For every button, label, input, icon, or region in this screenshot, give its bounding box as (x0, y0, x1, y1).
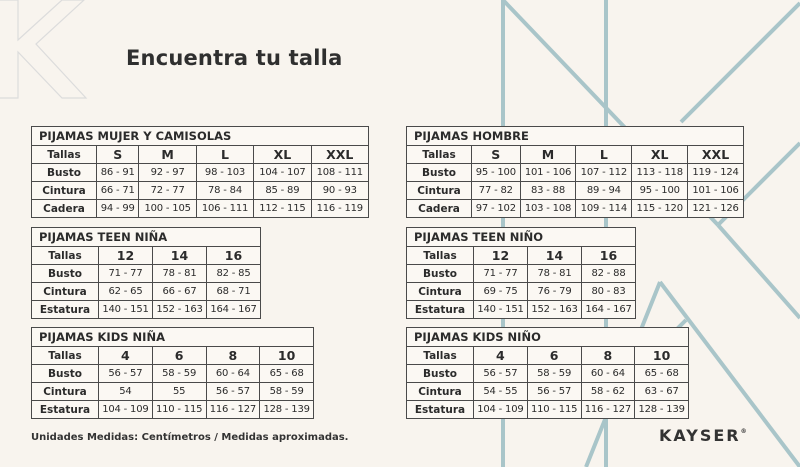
table-row (407, 247, 636, 265)
table-row (407, 164, 744, 182)
cell-value: 121 - 126 (688, 200, 744, 218)
row-label: Cintura (407, 283, 474, 301)
size-table-pijamas-teen-nino (406, 227, 636, 319)
cell-value: 78 - 81 (153, 265, 207, 283)
cell-value: 78 - 81 (528, 265, 582, 283)
size-header: XXL (311, 146, 368, 164)
page-title: Encuentra tu talla (126, 46, 343, 70)
cell-value: 56 - 57 (474, 365, 528, 383)
table-row (407, 146, 744, 164)
size-header: L (196, 146, 253, 164)
table-row (32, 347, 314, 365)
row-label: Busto (407, 365, 474, 383)
size-header: XL (632, 146, 688, 164)
cell-value: 66 - 67 (153, 283, 207, 301)
cell-value: 94 - 99 (97, 200, 139, 218)
cell-value: 58 - 59 (260, 383, 314, 401)
table-title: PIJAMAS MUJER Y CAMISOLAS (32, 127, 369, 146)
cell-value: 80 - 83 (582, 283, 636, 301)
cell-value: 86 - 91 (97, 164, 139, 182)
size-header: 8 (581, 347, 635, 365)
table-row (407, 301, 636, 319)
cell-value: 83 - 88 (520, 182, 576, 200)
row-label: Cintura (407, 383, 474, 401)
table-row (407, 182, 744, 200)
table-row (407, 200, 744, 218)
cell-value: 116 - 119 (311, 200, 368, 218)
size-header: 4 (99, 347, 153, 365)
cell-value: 82 - 88 (582, 265, 636, 283)
cell-value: 104 - 109 (99, 401, 153, 419)
cell-value: 95 - 100 (632, 182, 688, 200)
cell-value: 110 - 115 (152, 401, 206, 419)
cell-value: 128 - 139 (635, 401, 689, 419)
cell-value: 58 - 59 (152, 365, 206, 383)
cell-value: 77 - 82 (472, 182, 521, 200)
cell-value: 116 - 127 (206, 401, 260, 419)
cell-value: 128 - 139 (260, 401, 314, 419)
row-label: Cintura (407, 182, 472, 200)
cell-value: 95 - 100 (472, 164, 521, 182)
cell-value: 82 - 85 (207, 265, 261, 283)
table-title: PIJAMAS KIDS NIÑA (32, 328, 314, 347)
size-header-label: Tallas (407, 247, 474, 265)
row-label: Estatura (407, 301, 474, 319)
row-label: Busto (407, 164, 472, 182)
row-label: Cintura (32, 283, 99, 301)
size-header: 10 (635, 347, 689, 365)
size-header: 4 (474, 347, 528, 365)
cell-value: 89 - 94 (576, 182, 632, 200)
cell-value: 62 - 65 (99, 283, 153, 301)
size-header: M (139, 146, 196, 164)
size-header: 10 (260, 347, 314, 365)
size-table-pijamas-teen-nina (31, 227, 261, 319)
row-label: Busto (407, 265, 474, 283)
row-label: Cadera (32, 200, 97, 218)
row-label: Busto (32, 164, 97, 182)
cell-value: 68 - 71 (207, 283, 261, 301)
table-row (407, 401, 689, 419)
cell-value: 58 - 62 (581, 383, 635, 401)
size-header: S (472, 146, 521, 164)
row-label: Busto (32, 265, 99, 283)
cell-value: 104 - 107 (254, 164, 311, 182)
cell-value: 106 - 111 (196, 200, 253, 218)
cell-value: 152 - 163 (528, 301, 582, 319)
table-row (407, 383, 689, 401)
registered-mark: ® (740, 428, 747, 435)
row-label: Estatura (407, 401, 474, 419)
size-header-label: Tallas (407, 347, 474, 365)
cell-value: 92 - 97 (139, 164, 196, 182)
table-row (32, 164, 369, 182)
size-header-label: Tallas (32, 247, 99, 265)
cell-value: 152 - 163 (153, 301, 207, 319)
table-row (32, 182, 369, 200)
row-label: Cadera (407, 200, 472, 218)
table-row (32, 200, 369, 218)
table-title: PIJAMAS TEEN NIÑO (407, 228, 636, 247)
size-table-pijamas-mujer (31, 126, 369, 218)
cell-value: 119 - 124 (688, 164, 744, 182)
size-table-pijamas-hombre (406, 126, 744, 218)
cell-value: 140 - 151 (99, 301, 153, 319)
table-row (407, 347, 689, 365)
size-header: L (576, 146, 632, 164)
size-table-pijamas-kids-nina (31, 327, 314, 419)
cell-value: 56 - 57 (99, 365, 153, 383)
size-header: 6 (527, 347, 581, 365)
row-label: Cintura (32, 182, 97, 200)
size-header-label: Tallas (407, 146, 472, 164)
table-row (32, 146, 369, 164)
table-title: PIJAMAS KIDS NIÑO (407, 328, 689, 347)
cell-value: 71 - 77 (474, 265, 528, 283)
cell-value: 115 - 120 (632, 200, 688, 218)
size-header: 12 (99, 247, 153, 265)
cell-value: 71 - 77 (99, 265, 153, 283)
cell-value: 164 - 167 (207, 301, 261, 319)
cell-value: 116 - 127 (581, 401, 635, 419)
size-table-pijamas-kids-nino (406, 327, 689, 419)
cell-value: 113 - 118 (632, 164, 688, 182)
size-header: 6 (152, 347, 206, 365)
size-header: XXL (688, 146, 744, 164)
brand-logo (659, 426, 747, 445)
table-row (32, 265, 261, 283)
cell-value: 101 - 106 (520, 164, 576, 182)
row-label: Cintura (32, 383, 99, 401)
cell-value: 60 - 64 (581, 365, 635, 383)
cell-value: 65 - 68 (635, 365, 689, 383)
cell-value: 58 - 59 (527, 365, 581, 383)
cell-value: 54 (99, 383, 153, 401)
cell-value: 107 - 112 (576, 164, 632, 182)
table-row (407, 283, 636, 301)
size-header: XL (254, 146, 311, 164)
cell-value: 98 - 103 (196, 164, 253, 182)
row-label: Estatura (32, 401, 99, 419)
cell-value: 100 - 105 (139, 200, 196, 218)
cell-value: 110 - 115 (527, 401, 581, 419)
footnote: Unidades Medidas: Centímetros / Medidas aproximadas. (31, 432, 349, 443)
cell-value: 90 - 93 (311, 182, 368, 200)
table-row (407, 365, 689, 383)
table-row (407, 265, 636, 283)
row-label: Busto (32, 365, 99, 383)
cell-value: 63 - 67 (635, 383, 689, 401)
table-title: PIJAMAS TEEN NIÑA (32, 228, 261, 247)
size-header: 8 (206, 347, 260, 365)
row-label: Estatura (32, 301, 99, 319)
cell-value: 103 - 108 (520, 200, 576, 218)
cell-value: 66 - 71 (97, 182, 139, 200)
size-header: 14 (153, 247, 207, 265)
table-row (32, 365, 314, 383)
cell-value: 54 - 55 (474, 383, 528, 401)
size-header: M (520, 146, 576, 164)
cell-value: 108 - 111 (311, 164, 368, 182)
cell-value: 140 - 151 (474, 301, 528, 319)
table-row (32, 247, 261, 265)
cell-value: 78 - 84 (196, 182, 253, 200)
cell-value: 85 - 89 (254, 182, 311, 200)
size-header: S (97, 146, 139, 164)
cell-value: 101 - 106 (688, 182, 744, 200)
cell-value: 65 - 68 (260, 365, 314, 383)
brand-name: KAYSER (659, 426, 741, 445)
cell-value: 60 - 64 (206, 365, 260, 383)
size-header: 16 (207, 247, 261, 265)
cell-value: 72 - 77 (139, 182, 196, 200)
cell-value: 69 - 75 (474, 283, 528, 301)
cell-value: 112 - 115 (254, 200, 311, 218)
cell-value: 109 - 114 (576, 200, 632, 218)
table-row (32, 283, 261, 301)
cell-value: 56 - 57 (206, 383, 260, 401)
cell-value: 76 - 79 (528, 283, 582, 301)
k-watermark-icon (0, 0, 86, 98)
cell-value: 56 - 57 (527, 383, 581, 401)
size-header-label: Tallas (32, 347, 99, 365)
size-header: 16 (582, 247, 636, 265)
table-row (32, 383, 314, 401)
cell-value: 164 - 167 (582, 301, 636, 319)
cell-value: 104 - 109 (474, 401, 528, 419)
cell-value: 55 (152, 383, 206, 401)
size-header: 12 (474, 247, 528, 265)
table-title: PIJAMAS HOMBRE (407, 127, 744, 146)
size-header: 14 (528, 247, 582, 265)
cell-value: 97 - 102 (472, 200, 521, 218)
table-row (32, 301, 261, 319)
size-header-label: Tallas (32, 146, 97, 164)
table-row (32, 401, 314, 419)
